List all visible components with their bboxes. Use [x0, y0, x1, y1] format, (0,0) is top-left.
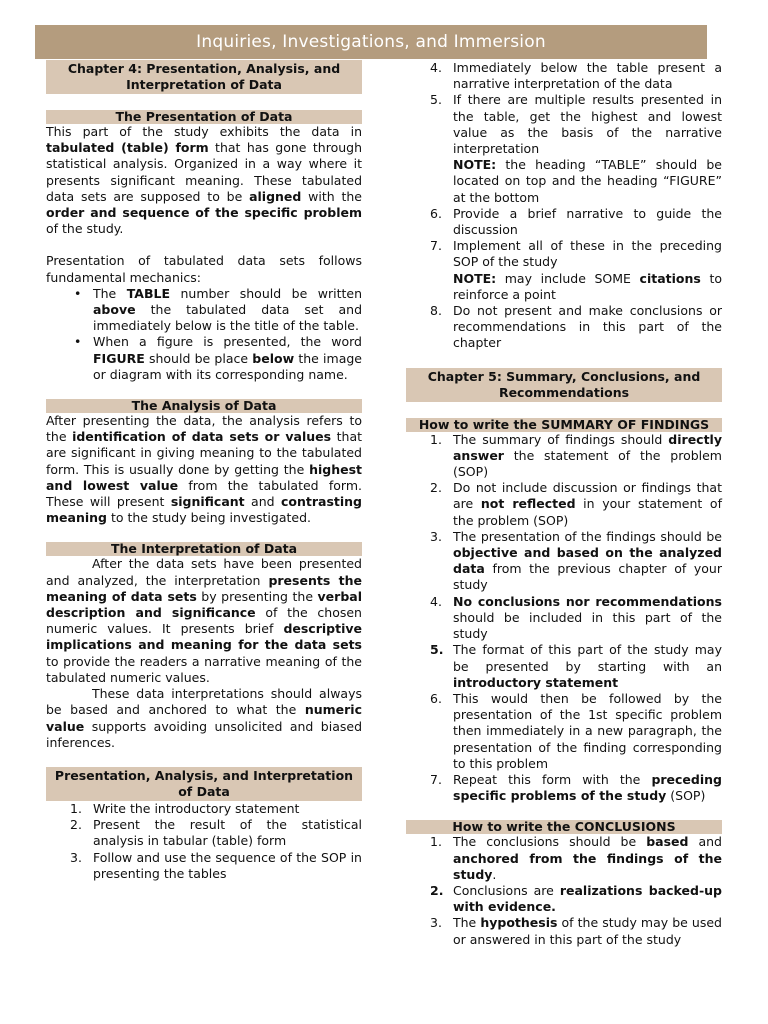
presentation-bullet-list	[74, 286, 362, 383]
bold-text: aligned	[249, 188, 302, 204]
bold-text: citations	[639, 270, 701, 286]
summary-steps-list	[406, 432, 722, 805]
bold-text: preceding specific problems of the study	[453, 771, 722, 804]
presentation-paragraph-1: This part of the study exhibits the data in tabulated (table) form that has gone through statistical analysis. Organized in a way where it presents significant meaning. These tabulated data sets are supposed to be aligned with the order and sequence of the specific problem of the study.	[46, 124, 363, 237]
bold-text: below	[252, 350, 295, 366]
list-item-number: 2.	[430, 882, 444, 898]
list-item-text: Do not include discussion or findings that are not reflected in your statement of the problem (SOP)	[453, 480, 722, 528]
conclusions-steps-list	[406, 834, 722, 947]
list-item	[406, 238, 722, 303]
list-item-text: The presentation of the findings should be objective and based on the analyzed data from the previous chapter of your study	[453, 528, 722, 593]
list-item-number: 7.	[430, 771, 442, 787]
conclusions-heading: How to write the CONCLUSIONS	[406, 820, 722, 834]
list-item-number: 5.	[430, 92, 442, 108]
bold-text: anchored from the findings of the study	[453, 850, 722, 882]
interpretation-of-data-heading: The Interpretation of Data	[46, 542, 362, 556]
bold-text: directly answer	[453, 431, 722, 463]
bold-text: identification of data sets or values	[72, 429, 332, 445]
list-item-text: No conclusions nor recommendations should be included in this part of the study	[453, 593, 722, 642]
list-item-text: Follow and use the sequence of the SOP in presenting the tables	[93, 849, 362, 881]
bold-text: highest and lowest value	[46, 461, 362, 493]
list-item	[406, 529, 722, 594]
bold-text: NOTE:	[453, 157, 497, 173]
list-item-number: 2.	[430, 480, 442, 496]
bold-text: No conclusions nor recommendations	[453, 593, 722, 609]
bold-text: NOTE:	[453, 270, 497, 286]
document-title-bar	[35, 25, 707, 59]
list-item-number: 4.	[430, 60, 442, 75]
pai-heading: Presentation, Analysis, and Interpretation of Data	[46, 767, 362, 801]
bold-text: contrasting meaning	[46, 494, 363, 526]
bold-text: hypothesis	[480, 915, 558, 931]
bullet-item-figure: • When a figure is presented, the word FIGURE should be place below the image or diagram with its corresponding name.	[74, 334, 362, 383]
list-item	[406, 691, 722, 772]
presentation-of-data-heading: The Presentation of Data	[46, 110, 362, 124]
list-item	[46, 850, 362, 882]
list-item	[406, 60, 722, 92]
bold-text: verbal description and significance	[46, 588, 362, 621]
list-item-number: 4.	[430, 593, 442, 609]
document-title: Inquiries, Investigations, and Immersion	[196, 32, 546, 52]
list-item-text: Implement all of these in the preceding SOP of the study	[453, 238, 722, 270]
bold-text: FIGURE	[93, 350, 145, 366]
analysis-of-data-heading: The Analysis of Data	[46, 399, 362, 413]
list-item	[46, 801, 362, 817]
chapter-5-heading: Chapter 5: Summary, Conclusions, and Recommendations	[406, 368, 722, 402]
bold-text: not reflected	[480, 496, 576, 512]
chapter-4-heading: Chapter 4: Presentation, Analysis, and Interpretation of Data	[46, 60, 362, 94]
list-item-number: 3.	[70, 849, 82, 865]
list-item-text: The conclusions should be based and anchored from the findings of the study.	[453, 834, 722, 882]
bold-text: TABLE	[126, 285, 170, 301]
list-item-number: 7.	[430, 238, 442, 254]
bullet-item-table: • The TABLE number should be written above the tabulated data set and immediately below is the title of the table.	[74, 286, 362, 335]
list-item	[406, 772, 722, 804]
list-item-text: Provide a brief narrative to guide the discussion	[453, 205, 722, 238]
list-item	[406, 642, 722, 691]
interpretation-paragraph-2: These data interpretations should always be based and anchored to what the numeric value supports avoiding unsolicited and biased inferences.	[46, 686, 362, 750]
list-item-text: Immediately below the table present a narrative interpretation of the data	[453, 60, 722, 92]
bold-text: realizations backed-up with evidence.	[453, 882, 722, 915]
bold-text: presents the meaning of data sets	[46, 572, 362, 604]
list-item	[406, 303, 722, 352]
list-item	[406, 834, 722, 883]
list-item-text: Present the result of the statistical analysis in tabular (table) form	[93, 817, 362, 849]
list-item	[406, 480, 722, 529]
list-item	[406, 594, 722, 643]
pai-steps-list-left	[46, 801, 362, 882]
right-column	[406, 60, 722, 948]
left-column	[46, 60, 362, 882]
interpretation-paragraph-1: After the data sets have been presented and analyzed, the interpretation presents the meaning of data sets by presenting the verbal description and significance of the chosen numeric values. It presents brief descriptive implications and meaning for the data sets to provide the readers a narrative meaning of the tabulated numeric values.	[46, 556, 362, 685]
summary-of-findings-heading: How to write the SUMMARY OF FINDINGS	[406, 418, 722, 432]
presentation-paragraph-2: Presentation of tabulated data sets follows fundamental mechanics:	[46, 253, 362, 285]
list-item	[406, 915, 722, 947]
list-item-text: The summary of findings should directly answer the statement of the problem (SOP)	[453, 431, 722, 480]
list-item-note: NOTE: the heading “TABLE” should be located on top and the heading “FIGURE” at the bottom	[453, 157, 722, 205]
bold-text: based	[646, 834, 689, 850]
list-item	[406, 432, 722, 481]
bold-text: above	[93, 302, 136, 318]
pai-steps-list-right	[406, 60, 722, 352]
list-item-number: 1.	[70, 800, 82, 816]
list-item-number: 6.	[430, 690, 442, 706]
list-item-text: Conclusions are realizations backed-up with evidence.	[453, 882, 722, 915]
list-item-number: 6.	[430, 205, 442, 221]
list-item	[406, 206, 722, 238]
analysis-paragraph: After presenting the data, the analysis refers to the identification of data sets or values that are significant in giving meaning to the tabulated form. This is usually done by getting the highest and lowest value from the tabulated form. These will present significant and contrasting meaning to the study being investigated.	[46, 413, 363, 526]
list-item-text: This would then be followed by the presentation of the 1st specific problem then immediately in a new paragraph, the presentation of the finding corresponding to this problem	[453, 690, 722, 771]
list-item-number: 1.	[430, 431, 442, 447]
list-item	[406, 883, 722, 915]
list-item-note: NOTE: may include SOME citations to reinforce a point	[453, 270, 722, 302]
list-item-text: Write the introductory statement	[93, 800, 300, 816]
list-item-number: 3.	[430, 915, 442, 931]
list-item-text: Do not present and make conclusions or recommendations in this part of the chapter	[453, 303, 722, 351]
list-item-number: 3.	[430, 528, 442, 544]
list-item-text: The format of this part of the study may be presented by starting with an introductory statement	[453, 642, 722, 690]
bold-text: descriptive implications and meaning for the data sets	[46, 621, 362, 653]
list-item-text: If there are multiple results presented in the table, get the highest and lowest value as the basis of the narrative interpretation	[453, 92, 722, 157]
bold-text: numeric value	[46, 702, 362, 734]
bold-text: tabulated (table) form	[46, 140, 209, 156]
list-item-number: 5.	[430, 642, 444, 658]
bold-text: significant	[170, 494, 245, 510]
list-item-text: Repeat this form with the preceding specific problems of the study (SOP)	[453, 771, 722, 804]
bold-text: introductory statement	[453, 674, 619, 690]
list-item-number: 8.	[430, 303, 442, 319]
bold-text: order and sequence of the specific problem	[46, 205, 362, 221]
list-item-text: The hypothesis of the study may be used or answered in this part of the study	[453, 915, 722, 947]
list-item	[46, 817, 362, 849]
list-item-number: 2.	[70, 817, 82, 833]
list-item	[406, 92, 722, 205]
list-item-number: 1.	[430, 834, 442, 850]
bold-text: objective and based on the analyzed data	[453, 545, 722, 577]
